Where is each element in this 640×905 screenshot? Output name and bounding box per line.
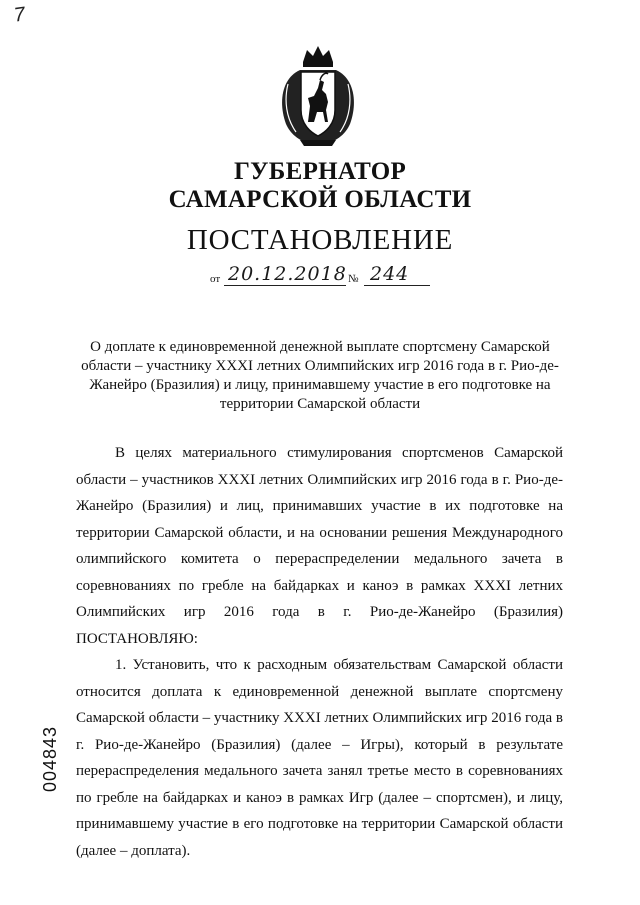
clause-1-paragraph: 1. Установить, что к расходным обязательствам Самарской области относится доплата к единовременной денежной выплате спортсмену Самарской области – участнику XXXI летних Олимпийских игр 2016 года в г. Рио-де-Жанейро (Бразилия) (далее – Игры), который в результате перераспределения медального зачета занял третье место в соревнованиях по гребле на байдарках и каноэ в рамках Игр (далее – спортсмен), и лицу, принимавшему участие в его подготовке на территории Самарской области (далее – доплата). xyxy=(76,657,563,859)
handwritten-margin-mark: 7 xyxy=(12,3,27,27)
document-subject: О доплате к единовременной денежной выплате спортсмену Самарской области – участнику XXXI летних Олимпийских игр 2016 года в г. Рио-де-Жанейро (Бразилия) и лицу, принимавшему участие в его подготовке на территории Самарской области xyxy=(81,339,559,412)
date-underline xyxy=(224,285,346,286)
number-underline xyxy=(364,285,430,286)
region-title: САМАРСКОЙ ОБЛАСТИ xyxy=(168,186,472,213)
handwritten-date: 20.12.2018 xyxy=(228,263,347,285)
governor-title: ГУБЕРНАТОР xyxy=(233,158,407,185)
date-prefix: от xyxy=(210,273,221,285)
document-type: ПОСТАНОВЛЕНИЕ xyxy=(186,224,454,256)
date-number-line xyxy=(210,263,440,291)
samara-coat-of-arms-icon xyxy=(270,40,366,150)
registration-number: 004843 xyxy=(40,725,60,792)
document-body xyxy=(76,440,563,864)
number-prefix: № xyxy=(348,273,359,285)
handwritten-number: 244 xyxy=(370,263,410,285)
preamble-paragraph: В целях материального стимулирования спортсменов Самарской области – участников XXXI летних Олимпийских игр 2016 года в г. Рио-де-Жанейро (Бразилия) и лиц, принимавших участие в их подготовке на территории Самарской области, и на основании решения Международного олимпийского комитета о перераспределении медального зачета в соревнованиях по гребле на байдарках и каноэ в рамках XXXI летних Олимпийских игр 2016 года в г. Рио-де-Жанейро (Бразилия) ПОСТАНОВЛЯЮ: xyxy=(76,445,563,647)
